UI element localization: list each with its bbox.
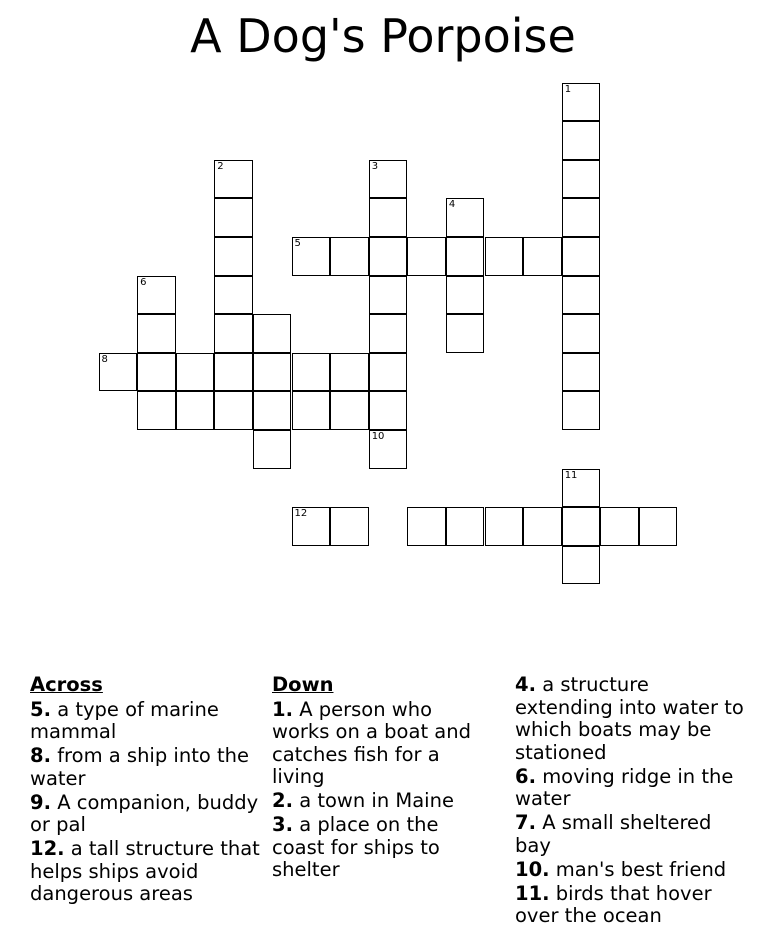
across-clues xyxy=(30,674,262,907)
cell-number: 5 xyxy=(294,238,301,249)
grid-cell[interactable] xyxy=(523,507,562,546)
grid-cell[interactable] xyxy=(562,83,601,122)
grid-cell[interactable] xyxy=(369,276,408,315)
grid-cell[interactable] xyxy=(330,237,369,276)
grid-cell[interactable] xyxy=(330,353,369,392)
grid-cell[interactable] xyxy=(407,507,446,546)
grid-cell[interactable] xyxy=(562,121,601,160)
grid-cell[interactable] xyxy=(446,507,485,546)
grid-cell[interactable] xyxy=(369,430,408,469)
clue-number: 8. xyxy=(30,744,51,767)
clue-down-6[interactable] xyxy=(515,766,747,811)
grid-cell[interactable] xyxy=(292,391,331,430)
grid-cell[interactable] xyxy=(137,353,176,392)
clue-across-9[interactable] xyxy=(30,792,262,837)
grid-cell[interactable] xyxy=(369,160,408,199)
grid-cell[interactable] xyxy=(369,391,408,430)
grid-cell[interactable] xyxy=(330,507,369,546)
grid-cell[interactable] xyxy=(446,237,485,276)
grid-cell[interactable] xyxy=(485,507,524,546)
grid-cell[interactable] xyxy=(292,507,331,546)
grid-cell[interactable] xyxy=(600,507,639,546)
grid-cell[interactable] xyxy=(562,507,601,546)
cell-number: 10 xyxy=(371,431,385,442)
clue-text: A companion, buddy or pal xyxy=(30,790,259,836)
grid-cell[interactable] xyxy=(176,391,215,430)
cell-number: 1 xyxy=(564,83,572,95)
grid-cell[interactable] xyxy=(214,353,253,392)
cell-number: 4 xyxy=(448,199,456,211)
clue-down-7[interactable] xyxy=(515,812,747,857)
grid-cell[interactable] xyxy=(99,353,138,392)
grid-cell[interactable] xyxy=(369,353,408,392)
clue-down-3[interactable] xyxy=(272,814,492,882)
grid-cell[interactable] xyxy=(214,160,253,199)
cell-number: 6 xyxy=(140,276,147,288)
puzzle-title: A Dog's Porpoise xyxy=(190,9,576,63)
clue-number: 2. xyxy=(272,789,293,812)
grid-cell[interactable] xyxy=(137,276,176,315)
clue-number: 11. xyxy=(515,881,550,905)
grid-cell[interactable] xyxy=(369,237,408,276)
grid-cell[interactable] xyxy=(562,314,601,353)
clue-number: 5. xyxy=(30,697,51,721)
cell-number: 8 xyxy=(101,353,108,365)
grid-cell[interactable] xyxy=(446,198,485,237)
clue-number: 4. xyxy=(515,673,536,696)
down-heading: Down xyxy=(272,673,334,696)
down-clues-continued xyxy=(515,674,747,929)
clue-text: man's best friend xyxy=(555,857,727,881)
clue-text: from a ship into the water xyxy=(30,744,249,790)
clue-text: a town in Maine xyxy=(299,789,454,812)
clue-text: birds that hover over the ocean xyxy=(515,881,712,927)
grid-cell[interactable] xyxy=(330,391,369,430)
clue-text: moving ridge in the water xyxy=(515,764,734,810)
grid-cell[interactable] xyxy=(176,353,215,392)
clue-text: A person who works on a boat and catches fish for a living xyxy=(272,697,471,788)
grid-cell[interactable] xyxy=(407,237,446,276)
grid-cell[interactable] xyxy=(446,276,485,315)
grid-cell[interactable] xyxy=(562,237,601,276)
grid-cell[interactable] xyxy=(562,469,601,508)
clue-text: a tall structure that helps ships avoid dangerous areas xyxy=(30,837,260,905)
cell-number: 11 xyxy=(564,469,578,481)
clue-number: 1. xyxy=(272,697,293,721)
grid-cell[interactable] xyxy=(562,276,601,315)
clue-down-4[interactable] xyxy=(515,674,747,764)
clue-across-8[interactable] xyxy=(30,745,262,790)
grid-cell[interactable] xyxy=(253,353,292,392)
grid-cell[interactable] xyxy=(292,237,331,276)
grid-cell[interactable] xyxy=(214,314,253,353)
across-heading: Across xyxy=(30,673,103,696)
grid-cell[interactable] xyxy=(214,198,253,237)
grid-cell[interactable] xyxy=(253,391,292,430)
clue-number: 7. xyxy=(515,811,536,834)
grid-cell[interactable] xyxy=(214,237,253,276)
grid-cell[interactable] xyxy=(214,276,253,315)
clue-text: a place on the coast for ships to shelter xyxy=(272,813,440,881)
clue-number: 3. xyxy=(272,813,293,836)
grid-cell[interactable] xyxy=(137,314,176,353)
clue-text: a structure extending into water to which boats may be stationed xyxy=(515,673,744,764)
grid-cell[interactable] xyxy=(137,391,176,430)
grid-cell[interactable] xyxy=(562,391,601,430)
cell-number: 2 xyxy=(217,160,224,172)
grid-cell[interactable] xyxy=(253,430,292,469)
clue-across-12[interactable] xyxy=(30,838,262,906)
clue-text: A small sheltered bay xyxy=(515,811,712,857)
grid-cell[interactable] xyxy=(523,237,562,276)
grid-cell[interactable] xyxy=(292,353,331,392)
grid-cell[interactable] xyxy=(253,314,292,353)
grid-cell[interactable] xyxy=(214,391,253,430)
down-clues xyxy=(272,674,492,883)
clue-across-5[interactable] xyxy=(30,699,262,744)
grid-cell[interactable] xyxy=(639,507,678,546)
cell-number: 3 xyxy=(371,160,379,172)
grid-cell[interactable] xyxy=(369,198,408,237)
grid-cell[interactable] xyxy=(446,314,485,353)
clue-number: 12. xyxy=(30,837,65,860)
clue-number: 6. xyxy=(515,764,536,788)
grid-cell[interactable] xyxy=(562,160,601,199)
cell-number: 12 xyxy=(294,508,308,520)
grid-cell[interactable] xyxy=(562,546,601,585)
clue-down-11[interactable] xyxy=(515,883,747,928)
grid-cell[interactable] xyxy=(562,198,601,237)
clue-number: 10. xyxy=(515,857,550,881)
clue-number: 9. xyxy=(30,790,51,814)
grid-cell[interactable] xyxy=(562,353,601,392)
clue-down-1[interactable] xyxy=(272,699,492,789)
grid-cell[interactable] xyxy=(485,237,524,276)
clue-down-10[interactable] xyxy=(515,859,747,882)
grid-cell[interactable] xyxy=(369,314,408,353)
clue-text: a type of marine mammal xyxy=(30,697,219,743)
clue-down-2[interactable] xyxy=(272,790,492,813)
